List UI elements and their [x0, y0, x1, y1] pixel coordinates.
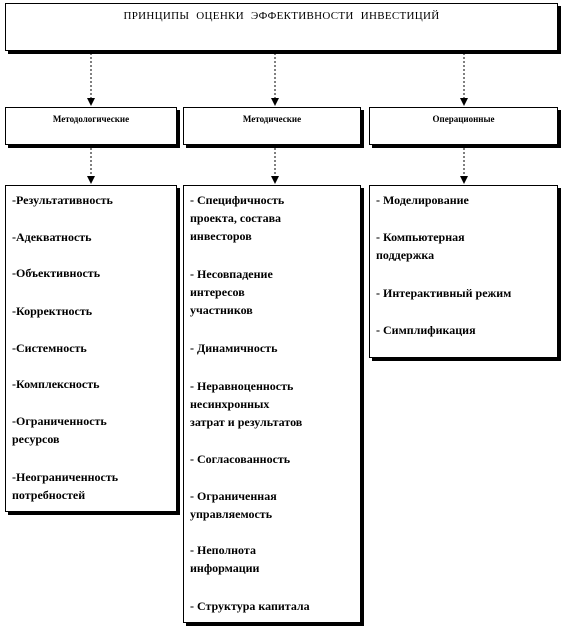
category-label-methodical: Методические [242, 114, 302, 124]
category-label-methodological: Методологические [52, 114, 130, 124]
arrowhead-operational [460, 98, 468, 106]
list-item: - Неравноценность несинхронных затрат и результатов [190, 379, 303, 429]
list-item: - Симплификация [376, 323, 476, 337]
diagram-title: ПРИНЦИПЫ ОЦЕНКИ ЭФФЕКТИВНОСТИ ИНВЕСТИЦИЙ [123, 10, 440, 22]
list-item: -Комплексность [12, 377, 100, 391]
list-item: -Объективность [12, 266, 101, 280]
arrowhead-methodical [271, 98, 279, 106]
list-item: - Согласованность [190, 452, 291, 466]
list-item: - Неполнота информации [190, 543, 260, 575]
list-item: - Интерактивный режим [376, 286, 512, 300]
list-item: -Системность [12, 341, 87, 355]
category-box-methodological [5, 107, 177, 145]
list-item: - Ограниченная управляемость [190, 489, 277, 521]
list-item: - Специфичность проекта, состава инвесторов [190, 193, 285, 243]
list-item: - Несовпадение интересов участников [190, 267, 273, 317]
list-box-methodical [183, 185, 361, 623]
arrowhead-methodological-list [87, 176, 95, 184]
list-item: -Ограниченность ресурсов [12, 414, 107, 446]
list-item: -Неограниченность потребностей [12, 470, 119, 502]
list-box-operational [369, 185, 558, 358]
arrowhead-operational-list [460, 176, 468, 184]
list-box-methodological [5, 185, 177, 512]
list-item: - Динамичность [190, 341, 278, 355]
list-item: - Компьютерная поддержка [376, 230, 465, 262]
list-item: - Структура капитала [190, 599, 310, 613]
category-box-operational [369, 107, 558, 145]
list-item: -Адекватность [12, 230, 92, 244]
title-box [5, 3, 558, 51]
category-label-operational: Операционные [432, 114, 495, 124]
list-item: -Корректность [12, 304, 93, 318]
list-item: - Моделирование [376, 193, 469, 207]
list-item: -Результативность [12, 193, 113, 207]
arrowhead-methodical-list [271, 176, 279, 184]
category-box-methodical [183, 107, 361, 145]
arrowhead-methodological [87, 98, 95, 106]
